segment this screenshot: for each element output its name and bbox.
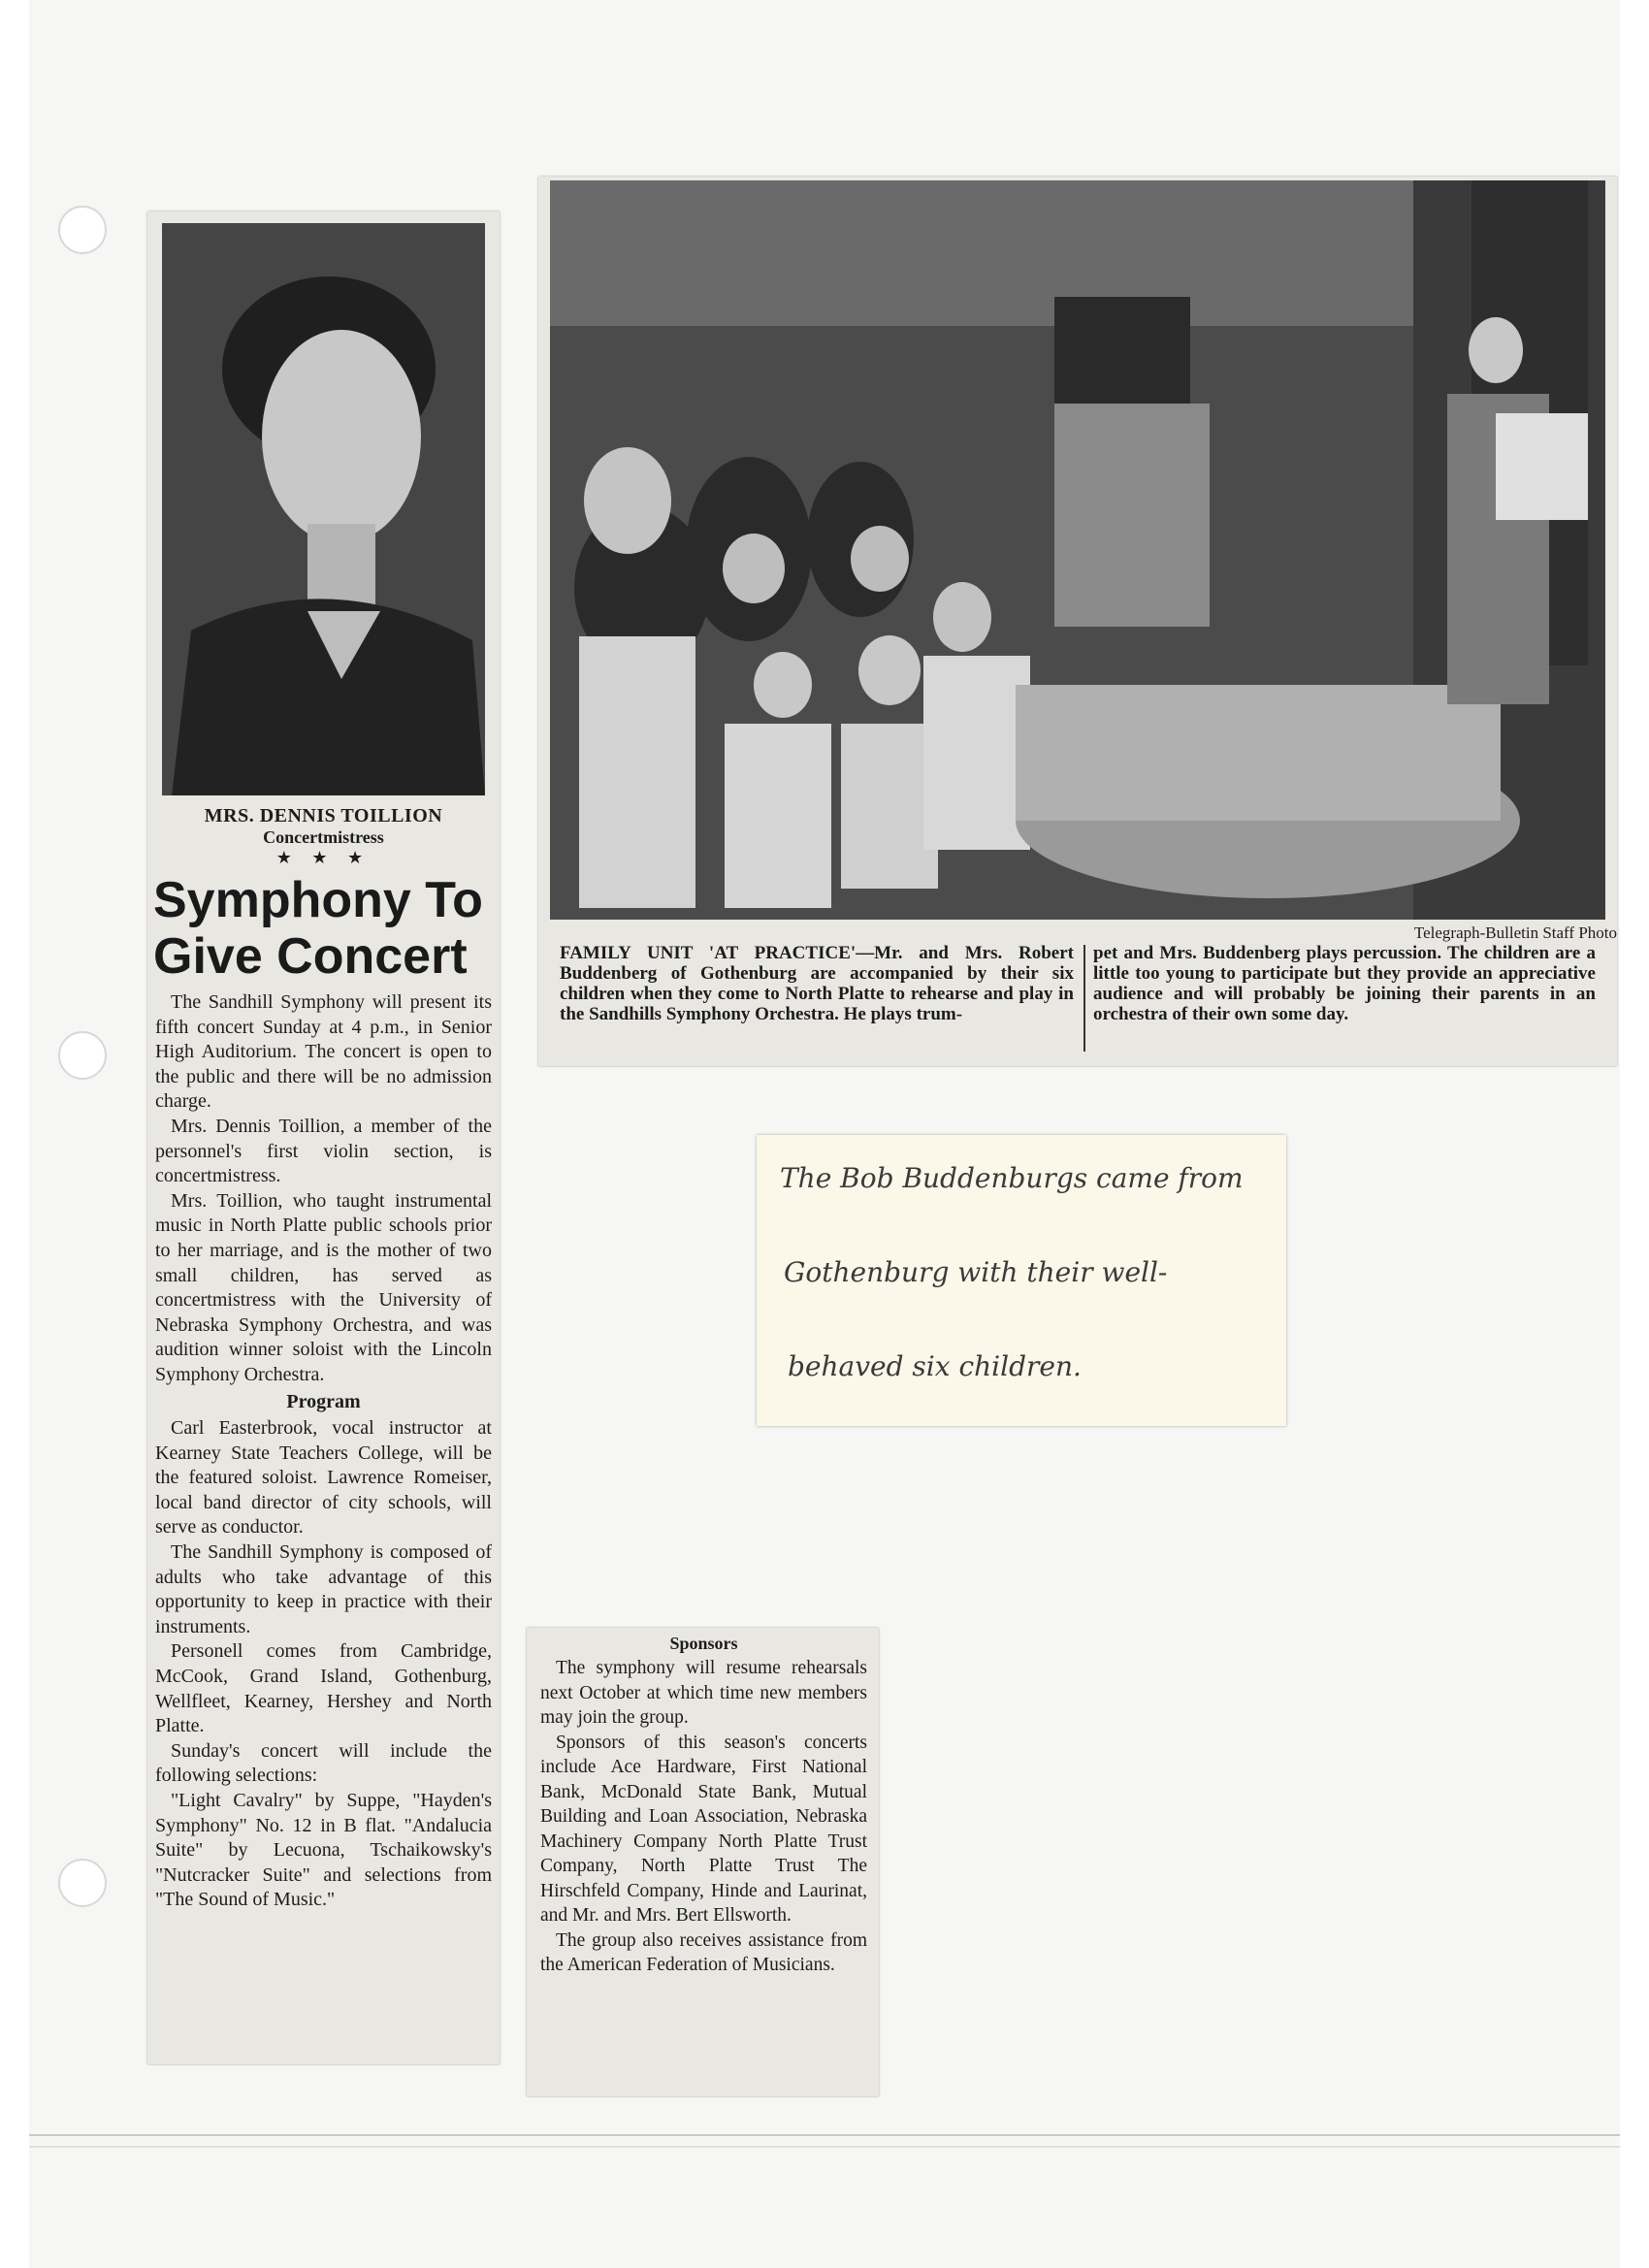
photo-credit: Telegraph-Bulletin Staff Photo [1413, 923, 1617, 942]
article-body [147, 990, 500, 1913]
article-headline [153, 872, 500, 985]
article-paragraph: Carl Easterbrook, vocal instructor at Kearney State Teachers College, will be the featured soloist. Lawrence Romeiser, local band director of city schools, will serve as conductor. [155, 1417, 492, 1539]
program-heading: Program [286, 1390, 361, 1412]
punch-hole [58, 1031, 107, 1080]
portrait-caption-title: Concertmistress [263, 827, 384, 847]
family-photo-illustration [550, 180, 1605, 920]
article-paragraph: Mrs. Dennis Toillion, a member of the personnel's first violin section, is concertmistress. [155, 1115, 492, 1187]
note-line-3: behaved six children. [788, 1350, 1082, 1382]
article-paragraph: Sunday's concert will include the following selections: [155, 1739, 492, 1787]
sponsors-heading: Sponsors [669, 1634, 738, 1653]
sponsors-paragraph: Sponsors of this season's concerts include Ace Hardware, First National Bank, McDonald State Bank, Mutual Building and Loan Association, Nebraska Machinery Company North Platte Trust Company, North Platte Trust The Hirschfeld Company, Hinde and Laurinat, and Mr. and Mrs. Bert Ellsworth. [540, 1732, 867, 1926]
handwritten-note [757, 1135, 1286, 1426]
photo-caption-right: pet and Mrs. Buddenberg plays percussion. The children are a little too young to participate but they provide an appreciative audience and will probably be joining their parents in an orchestra of their own some day. [1093, 943, 1596, 1024]
portrait-photo [162, 223, 485, 795]
article-paragraph: "Light Cavalry" by Suppe, "Hayden's Symphony" No. 12 in B flat. "Andalucia Suite" by Lecuona, Tschaikowsky's "Nutcracker Suite" and selections from "The Sound of Music." [155, 1790, 492, 1911]
headline-line-1: Symphony To [153, 872, 483, 928]
family-practice-photo [550, 180, 1605, 920]
sheet-protector-edge [29, 2146, 1620, 2148]
punch-hole [58, 1859, 107, 1907]
sponsors-paragraph: The symphony will resume rehearsals next October at which time new members may join the group. [540, 1658, 867, 1728]
sponsors-body [540, 1656, 867, 1978]
article-paragraph: The Sandhill Symphony is composed of adults who take advantage of this opportunity to keep in practice with their instruments. [155, 1541, 492, 1637]
portrait-illustration [162, 223, 485, 795]
photo-caption-left: FAMILY UNIT 'AT PRACTICE'—Mr. and Mrs. Robert Buddenberg of Gothenburg are accompanied by their six children when they come to North Platte to rehearse and play in the Sandhills Symphony Orchestra. He plays trum- [560, 943, 1074, 1024]
note-line-2: Gothenburg with their well- [784, 1256, 1168, 1288]
star-divider: ★ ★ ★ [275, 848, 372, 867]
sponsors-clipping [527, 1628, 879, 2096]
family-photo-clipping [538, 177, 1617, 1066]
caption-column-rule [1083, 945, 1085, 1052]
article-paragraph: Mrs. Toillion, who taught instrumental music in North Platte public schools prior to her marriage, and is the mother of two small children, has served as concertmistress with the University of Nebraska Symphony Orchestra, and was audition winner soloist with the Lincoln Symphony Orchestra. [155, 1189, 492, 1385]
note-line-1: The Bob Buddenburgs came from [780, 1162, 1244, 1194]
headline-line-2: Give Concert [153, 928, 468, 985]
symphony-article-clipping [147, 211, 500, 2064]
article-paragraph: Personell comes from Cambridge, McCook, Grand Island, Gothenburg, Wellfleet, Kearney, Hershey and North Platte. [155, 1640, 492, 1737]
portrait-caption-name: MRS. DENNIS TOILLION [204, 805, 443, 826]
article-paragraph: The Sandhill Symphony will present its fifth concert Sunday at 4 p.m., in Senior High Auditorium. The concert is open to the public and there will be no admission charge. [155, 991, 492, 1113]
sponsors-paragraph: The group also receives assistance from the American Federation of Musicians. [540, 1929, 867, 1975]
punch-hole [58, 206, 107, 254]
sheet-protector-edge [29, 2134, 1620, 2136]
